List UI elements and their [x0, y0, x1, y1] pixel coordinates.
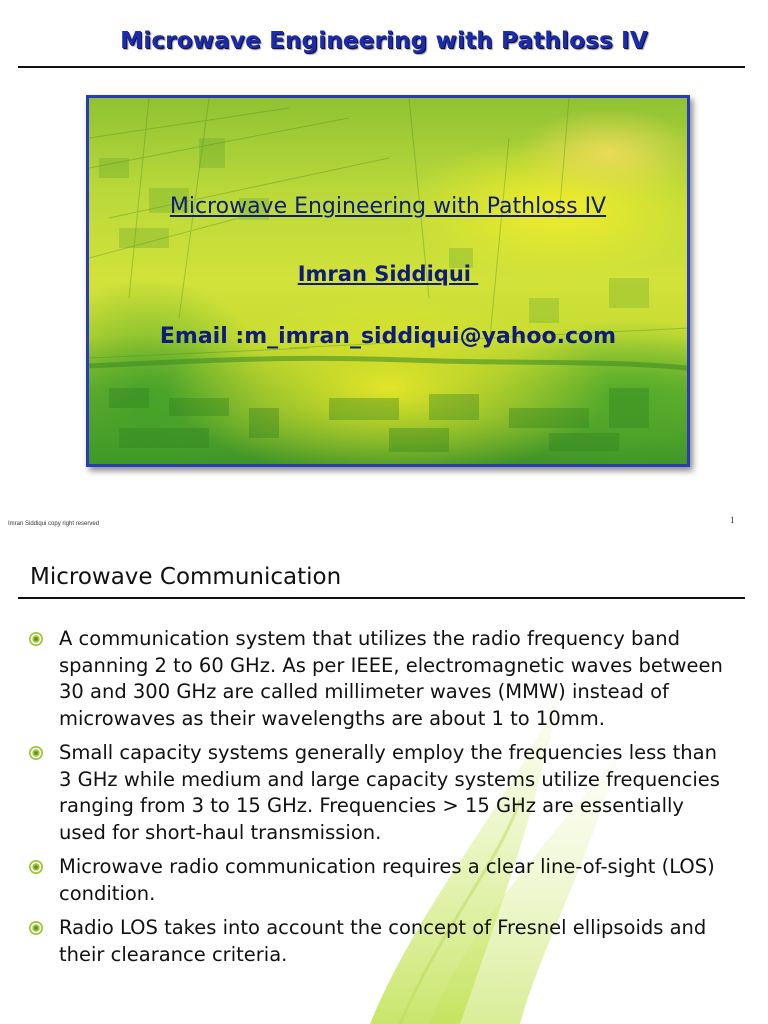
author-email: Email :m_imran_siddiqui@yahoo.com — [159, 324, 617, 349]
bullet-list — [30, 626, 730, 976]
author-name: Imran Siddiqui — [297, 262, 479, 286]
list-item — [30, 915, 730, 968]
slide-title: Microwave Communication — [30, 564, 342, 590]
content-slide — [0, 540, 768, 1024]
green-swirl-bullet-icon — [28, 920, 44, 936]
green-swirl-bullet-icon — [28, 631, 44, 647]
copyright-note: Imran Siddiqui copy right reserved — [8, 521, 100, 527]
bullet-text: Small capacity systems generally employ the frequencies less than 3 GHz while medium and large capacity systems utilize frequencies ranging from 3 to 15 GHz. Frequencies > 15 GHz are essentially used for short-haul transmission. — [59, 741, 720, 844]
bullet-text: Radio LOS takes into account the concept of Fresnel ellipsoids and their clearance criteria. — [59, 916, 707, 966]
presentation-subtitle: Microwave Engineering with Pathloss IV — [169, 194, 607, 219]
title-divider — [18, 66, 745, 68]
green-swirl-bullet-icon — [28, 859, 44, 875]
green-swirl-bullet-icon — [28, 745, 44, 761]
bullet-text: A communication system that utilizes the radio frequency band spanning 2 to 60 GHz. As per IEEE, electromagnetic waves between 30 and 300 GHz are called millimeter waves (MMW) instead of microwaves as their wavelengths are about 1 to 10mm. — [59, 627, 723, 730]
bullet-text: Microwave radio communication requires a clear line-of-sight (LOS) condition. — [59, 855, 715, 905]
title-divider — [18, 597, 745, 599]
list-item — [30, 740, 730, 846]
list-item — [30, 854, 730, 907]
aerial-photo-frame — [86, 95, 690, 467]
page-number: 1 — [730, 515, 735, 525]
slide-title: Microwave Engineering with Pathloss IV — [120, 28, 648, 54]
list-item — [30, 626, 730, 732]
